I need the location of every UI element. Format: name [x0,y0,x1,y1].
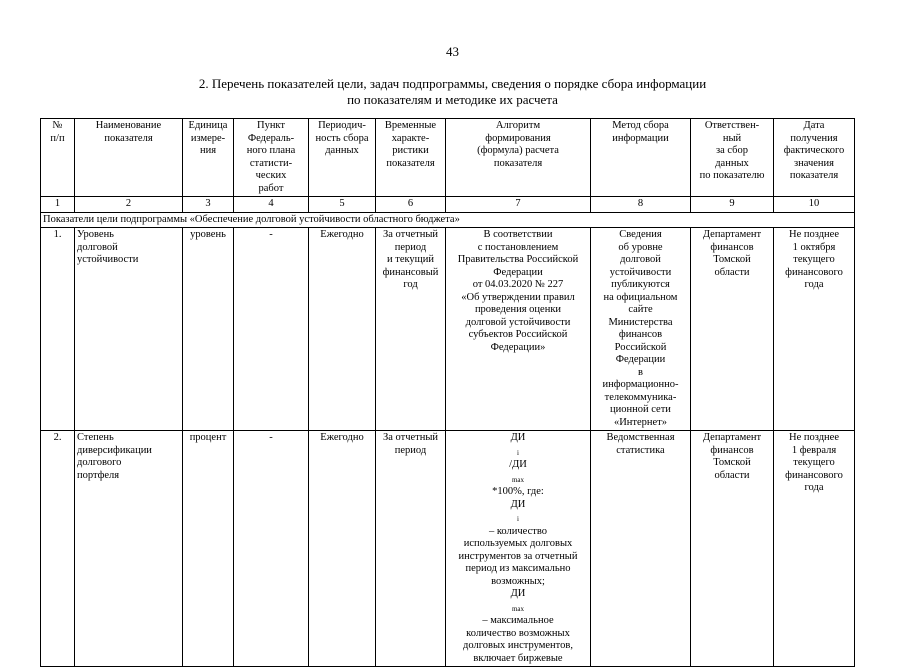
text-line: Временные [384,120,437,131]
text-line: п/п [50,132,65,144]
text-line: проведения оценки [474,304,562,315]
text-line: показателя [386,157,435,169]
text-line: получения [790,132,838,144]
header-cell [75,119,183,197]
definition-1-text [448,538,588,588]
text-line: возможных; [491,575,545,587]
text-line: За отчетный [382,432,439,443]
indicator-name [75,228,183,431]
text-line: период [394,444,427,456]
text-line: значения [793,157,835,169]
text-line: 1 февраля [791,444,837,456]
text-line: Томской [713,254,751,265]
text-line: финансовый [382,266,439,278]
text-line: Уровень [77,229,114,240]
header-cell [446,119,591,197]
text-line: Томской [713,457,751,468]
text-line: Федерации» [490,341,546,353]
text-line: текущего [793,254,835,265]
text-line: Не позднее [789,229,839,240]
definition-1-line: ДИ $_i$ – количество [488,498,547,537]
text-line: Метод сбора [612,120,669,131]
text-line: ристики [392,145,429,156]
text-line: текущего [793,457,835,468]
text-line: долговой [620,254,661,265]
text-line: по показателю [699,170,765,181]
text-line: формирования [485,132,551,144]
text-line: финансов [710,444,754,456]
header-row [41,119,855,197]
text-line: В соответствии [483,229,553,240]
responsible-cell [691,431,774,667]
text-line: области [714,469,750,481]
text-line: (формула) расчета [477,145,559,156]
text-line: данных [325,145,359,156]
algorithm-cell [446,228,591,431]
title-line-1: 2. Перечень показателей цели, задач подпрограммы, сведения о порядке сбора информации [198,76,707,91]
document-title [0,76,905,108]
column-number: 6 [376,197,446,213]
indicators-table [40,118,855,667]
text-line: долговой [77,241,118,253]
definition-2-text [448,628,588,666]
text-line: инструментов за отчетный [458,550,578,562]
text-line: долговых инструментов, [463,640,573,651]
unit-cell: процент [183,431,234,667]
text-line: Департамент [702,432,762,443]
table-row [41,431,855,667]
definition-2-line: ДИ $_{max}$ – максимальное [482,588,554,626]
text-line: показателя [789,170,839,181]
text-line: Правительства Российской [457,254,579,265]
text-line: Пункт [256,120,285,131]
text-line: показателя [493,157,543,169]
text-line: Министерства [608,316,673,328]
text-line: за сбор [715,145,749,156]
text-line: области [714,266,750,278]
text-line: с постановлением [477,241,559,253]
page-number: 43 [446,44,459,59]
text-line: «Об утверждении правил [461,291,575,303]
column-number: 1 [41,197,75,213]
text-line: № [52,120,63,131]
unit-cell: уровень [183,228,234,431]
text-line: 1 октября [792,241,836,253]
text-line: ный [722,132,742,144]
method-cell [591,431,691,667]
column-number: 7 [446,197,591,213]
text-line: ния [199,145,217,156]
text-line: статистика [616,444,665,456]
text-line: ческих [255,170,287,181]
header-cell [591,119,691,197]
text-line: телекоммуника- [604,391,677,403]
text-line: Федерации [493,266,543,278]
header-cell [774,119,855,197]
responsible-cell [691,228,774,431]
text-line: и текущий [386,254,435,265]
text-line: показателя [104,132,153,144]
text-line: За отчетный [382,229,439,240]
text-line: финансов [618,329,663,340]
text-line: период [394,241,427,253]
text-line: портфеля [77,469,120,481]
text-line: характе- [391,132,430,144]
text-line: долгового [77,457,122,468]
text-line: период из максимально [465,563,571,574]
text-line: фактического [783,145,845,156]
time-characteristics-cell [376,228,446,431]
column-number: 4 [234,197,309,213]
text-line: диверсификации [77,444,152,456]
text-line: Ответствен- [704,120,760,131]
text-line: измере- [190,132,226,144]
column-number: 8 [591,197,691,213]
indicator-name [75,431,183,667]
header-cell [691,119,774,197]
text-line: долговой устойчивости [465,316,571,328]
header-cell [183,119,234,197]
text-line: года [804,279,824,290]
text-line: год [403,279,418,290]
text-line: сайте [628,304,653,315]
plan-item-cell: - [234,431,309,667]
text-line: Степень [77,432,114,443]
column-number: 9 [691,197,774,213]
table-row [41,228,855,431]
text-line: ного плана [246,145,296,156]
text-line: устойчивости [77,254,139,265]
text-line: Сведения [619,229,662,240]
text-line: Федераль- [247,132,295,144]
header-cell [376,119,446,197]
column-number: 2 [75,197,183,213]
text-line: субъектов Российской [468,329,568,340]
plan-item-cell: - [234,228,309,431]
column-number: 10 [774,197,855,213]
text-line: информационно- [602,379,679,390]
text-line: финансового [785,469,843,481]
text-line: на официальном [603,291,678,303]
text-line: финансового [785,266,843,278]
periodicity-cell: Ежегодно [309,228,376,431]
column-number: 5 [309,197,376,213]
text-line: используемых долговых [463,538,573,549]
row-number: 1. [41,228,75,431]
time-characteristics-cell [376,431,446,667]
text-line: ционной сети [610,404,671,415]
header-cell [234,119,309,197]
row-number: 2. [41,431,75,667]
text-line: Не позднее [789,432,839,443]
column-number-row [41,197,855,213]
text-line: Периодич- [318,120,366,131]
title-line-2: по показателям и методике их расчета [347,92,558,107]
section-title: Показатели цели подпрограммы «Обеспечение долговой устойчивости областного бюджета» [41,212,855,228]
text-line: финансов [710,241,754,253]
text-line: статисти- [249,157,293,169]
text-line: Алгоритм [495,120,541,131]
periodicity-cell: Ежегодно [309,431,376,667]
algorithm-cell [446,431,591,667]
text-line: Дата [803,120,825,131]
text-line: Российской [614,341,667,353]
text-line: данных [715,157,749,169]
column-number: 3 [183,197,234,213]
text-line: года [804,482,824,493]
text-line: работ [258,182,284,194]
text-line: ность сбора [315,132,369,144]
method-cell [591,228,691,431]
formula-line: ДИ $_i$ /ДИ $_{max}$ *100%, где: [492,432,544,497]
header-cell [309,119,376,197]
text-line: Ведомственная [606,432,675,443]
text-line: от 04.03.2020 № 227 [472,279,564,290]
text-line: Департамент [702,229,762,240]
text-line: включает биржевые [473,652,563,664]
date-cell [774,228,855,431]
text-line: Наименование [95,120,162,131]
text-line: информации [612,132,669,144]
text-line: «Интернет» [613,416,668,428]
section-row [41,212,855,228]
header-cell [41,119,75,197]
text-line: устойчивости [609,266,672,278]
text-line: в [638,366,643,378]
text-line: публикуются [611,279,670,290]
text-line: Федерации [615,354,666,365]
text-line: количество возможных [466,627,570,639]
text-line: об уровне [618,241,663,253]
text-line: Единица [188,120,228,131]
date-cell [774,431,855,667]
